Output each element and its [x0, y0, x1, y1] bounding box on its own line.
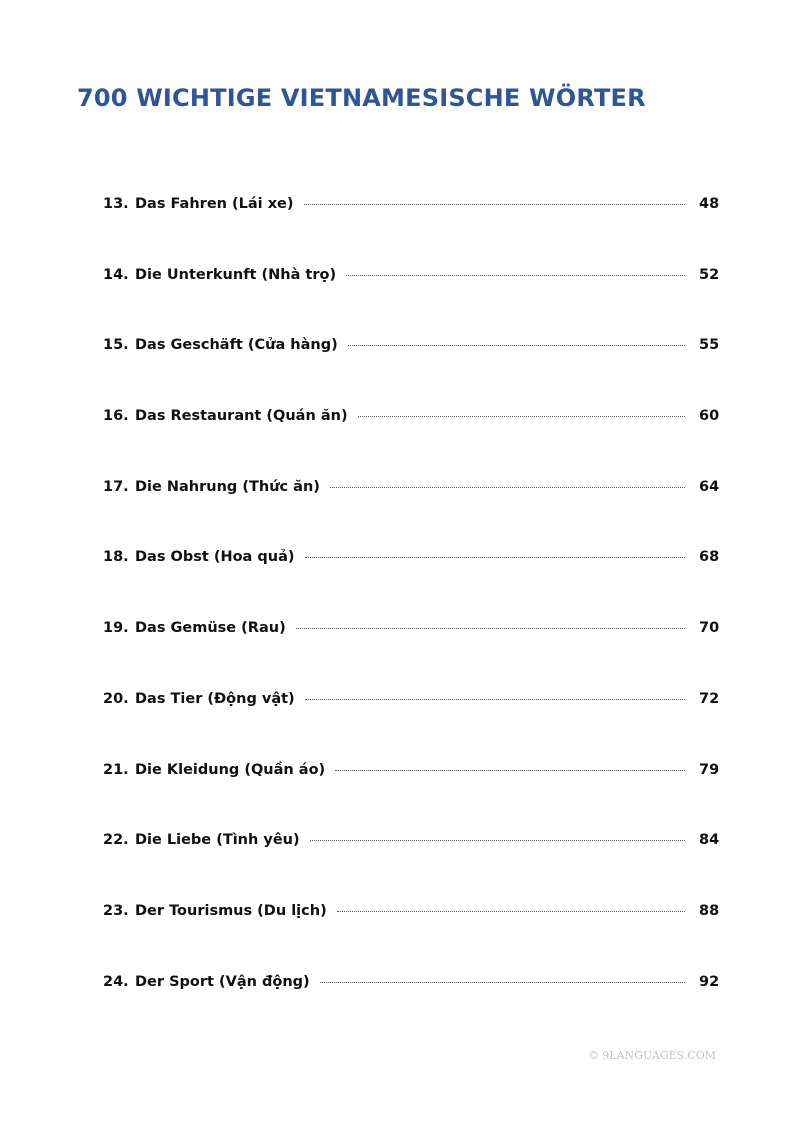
- toc-label: Das Restaurant (Quán ăn): [135, 408, 348, 425]
- dot-leader: [296, 628, 685, 629]
- toc-page-number: 84: [699, 832, 720, 849]
- toc-entry[interactable]: [103, 681, 719, 752]
- toc-entry[interactable]: [103, 469, 719, 540]
- toc-page-number: 70: [699, 620, 720, 637]
- toc-number: 15.: [103, 337, 129, 354]
- toc-label: Die Nahrung (Thức ăn): [135, 478, 320, 495]
- toc-page-number: 64: [699, 478, 720, 495]
- toc-page-number: 72: [699, 690, 720, 707]
- toc-page-number: 60: [699, 408, 720, 425]
- toc-label: Das Tier (Động vật): [135, 690, 295, 707]
- toc-label: Das Obst (Hoa quả): [135, 549, 295, 566]
- dot-leader: [348, 345, 685, 346]
- toc-number: 23.: [103, 902, 129, 919]
- dot-leader: [304, 204, 685, 205]
- toc-page-number: 88: [699, 902, 720, 919]
- toc-entry[interactable]: [103, 398, 719, 469]
- toc-label: Die Kleidung (Quần áo): [135, 761, 326, 778]
- page-title: 700 WICHTIGE VIETNAMESISCHE WÖRTER: [77, 84, 646, 112]
- toc-page-number: 55: [699, 337, 720, 354]
- toc-label: Der Sport (Vận động): [135, 973, 310, 990]
- toc-page-number: 48: [699, 196, 720, 212]
- toc-label: Der Tourismus (Du lịch): [135, 902, 327, 919]
- toc-number: 20.: [103, 690, 129, 707]
- dot-leader: [335, 770, 685, 771]
- toc-entry[interactable]: [103, 610, 719, 681]
- dot-leader: [337, 911, 685, 912]
- dot-leader: [305, 557, 686, 558]
- toc-number: 13.: [103, 196, 129, 212]
- dot-leader: [330, 487, 685, 488]
- watermark: © 9LANGUAGES.COM: [587, 1049, 716, 1062]
- toc-label: Das Fahren (Lái xe): [135, 196, 294, 212]
- toc-page-number: 68: [699, 549, 720, 566]
- toc-page-number: 79: [699, 761, 720, 778]
- toc-number: 14.: [103, 266, 129, 283]
- toc-entry[interactable]: [103, 257, 719, 328]
- dot-leader: [346, 275, 685, 276]
- toc-entry[interactable]: [103, 964, 719, 1035]
- toc-number: 21.: [103, 761, 129, 778]
- dot-leader: [305, 699, 685, 700]
- dot-leader: [358, 416, 685, 417]
- toc-page-number: 52: [699, 266, 720, 283]
- toc-number: 17.: [103, 478, 129, 495]
- toc-number: 16.: [103, 408, 129, 425]
- toc-number: 24.: [103, 973, 129, 990]
- toc-entry[interactable]: [103, 893, 719, 964]
- table-of-contents: [103, 186, 719, 1034]
- toc-entry[interactable]: [103, 539, 719, 610]
- toc-entry[interactable]: [103, 186, 719, 257]
- toc-entry[interactable]: [103, 327, 719, 398]
- toc-entry[interactable]: [103, 752, 719, 823]
- dot-leader: [310, 840, 685, 841]
- toc-label: Das Geschäft (Cửa hàng): [135, 337, 338, 354]
- toc-entry[interactable]: [103, 822, 719, 893]
- toc-number: 19.: [103, 620, 129, 637]
- toc-label: Die Liebe (Tình yêu): [135, 832, 300, 849]
- toc-label: Die Unterkunft (Nhà trọ): [135, 266, 337, 283]
- dot-leader: [320, 982, 685, 983]
- toc-number: 22.: [103, 832, 129, 849]
- toc-label: Das Gemüse (Rau): [135, 620, 286, 637]
- toc-number: 18.: [103, 549, 129, 566]
- toc-page-number: 92: [699, 973, 720, 990]
